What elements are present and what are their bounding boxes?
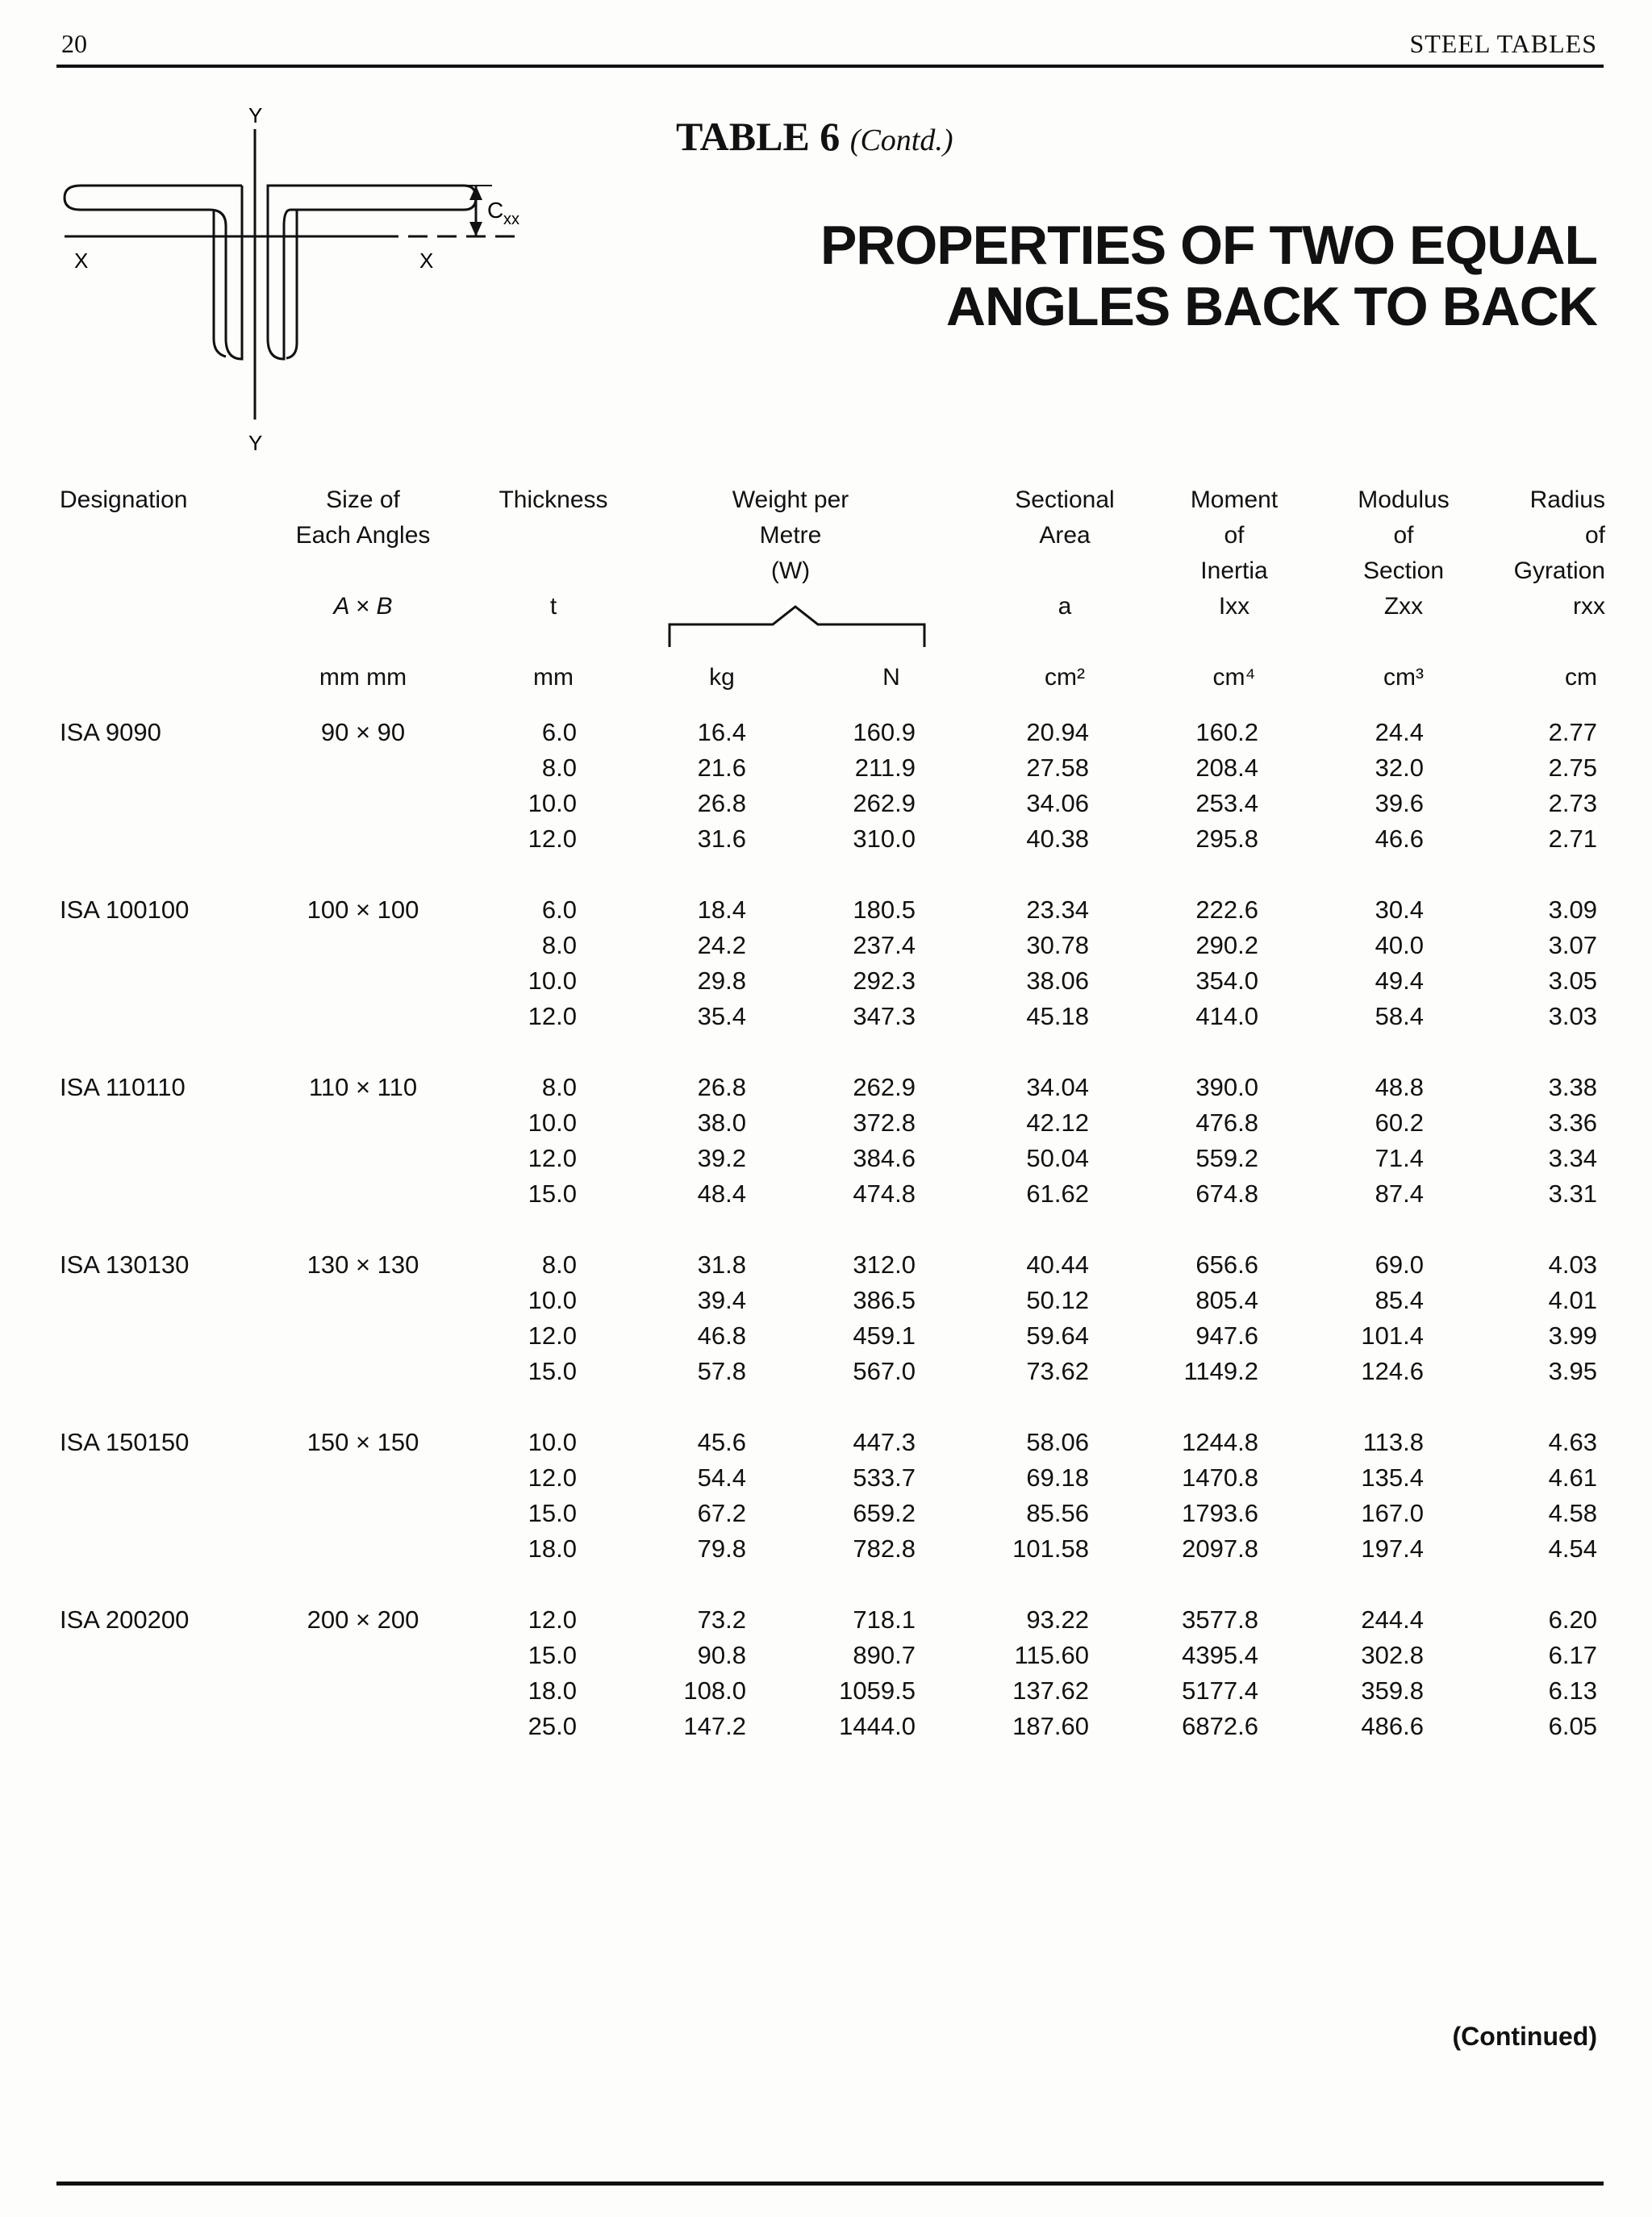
top-rule xyxy=(56,65,1604,68)
weight-brace xyxy=(668,597,926,653)
radius-cell: 3.07 xyxy=(1548,931,1597,959)
continued-note: (Continued) xyxy=(1452,2022,1597,2051)
area-cell: 69.18 xyxy=(1026,1463,1089,1492)
thickness-cell: 15.0 xyxy=(528,1499,577,1527)
header-size-symbol: A × B xyxy=(333,593,393,620)
header-weight-line-3: (W) xyxy=(770,557,811,584)
area-cell: 30.78 xyxy=(1026,931,1089,959)
header-modulus-line-2: of xyxy=(1393,522,1414,549)
n-cell: 310.0 xyxy=(853,825,916,853)
moment-cell: 805.4 xyxy=(1195,1286,1258,1314)
modulus-cell: 85.4 xyxy=(1375,1286,1424,1314)
bottom-rule xyxy=(56,2182,1604,2186)
header-radius-symbol: rxx xyxy=(1573,593,1605,620)
right-angle-outline xyxy=(268,186,476,359)
diagram-label-c-sub: xx xyxy=(503,211,519,228)
n-cell: 262.9 xyxy=(853,1073,916,1101)
moment-cell: 253.4 xyxy=(1195,789,1258,817)
header-weight-line-2: Metre xyxy=(759,522,822,549)
thickness-cell: 10.0 xyxy=(528,1108,577,1137)
modulus-cell: 46.6 xyxy=(1375,825,1424,853)
radius-cell: 2.71 xyxy=(1548,825,1597,853)
modulus-cell: 167.0 xyxy=(1361,1499,1424,1527)
thickness-cell: 18.0 xyxy=(528,1676,577,1705)
moment-cell: 1470.8 xyxy=(1182,1463,1258,1492)
moment-cell: 354.0 xyxy=(1195,967,1258,995)
thickness-cell: 8.0 xyxy=(541,931,577,959)
diagram-label-x-left: X xyxy=(74,248,89,273)
modulus-cell: 135.4 xyxy=(1361,1463,1424,1492)
area-cell: 23.34 xyxy=(1026,896,1089,924)
thickness-cell: 8.0 xyxy=(541,1073,577,1101)
header-thickness-symbol: t xyxy=(549,593,557,620)
kg-cell: 29.8 xyxy=(697,967,746,995)
moment-cell: 222.6 xyxy=(1195,896,1258,924)
kg-cell: 147.2 xyxy=(683,1712,746,1740)
n-cell: 890.7 xyxy=(853,1641,916,1669)
thickness-cell: 12.0 xyxy=(528,1002,577,1030)
thickness-cell: 12.0 xyxy=(528,1321,577,1350)
radius-cell: 2.75 xyxy=(1548,754,1597,782)
radius-cell: 3.09 xyxy=(1548,896,1597,924)
kg-cell: 54.4 xyxy=(697,1463,746,1492)
modulus-cell: 244.4 xyxy=(1361,1605,1424,1634)
kg-cell: 39.2 xyxy=(697,1144,746,1172)
area-cell: 20.94 xyxy=(1026,718,1089,746)
moment-cell: 559.2 xyxy=(1195,1144,1258,1172)
size-cell: 110 × 110 xyxy=(308,1073,418,1101)
page-heading xyxy=(820,215,1597,337)
n-cell: 262.9 xyxy=(853,789,916,817)
moment-cell: 656.6 xyxy=(1195,1250,1258,1279)
modulus-cell: 87.4 xyxy=(1375,1179,1424,1208)
header-modulus-units: cm³ xyxy=(1383,664,1424,691)
diagram-label-c: C xyxy=(487,198,504,223)
heading-line-1: PROPERTIES OF TWO EQUAL xyxy=(820,215,1597,276)
modulus-cell: 124.6 xyxy=(1361,1357,1424,1385)
heading-line-2: ANGLES BACK TO BACK xyxy=(945,276,1597,337)
moment-cell: 1244.8 xyxy=(1182,1428,1258,1456)
thickness-cell: 10.0 xyxy=(528,1286,577,1314)
header-size-units: mm mm xyxy=(319,664,407,691)
radius-cell: 4.61 xyxy=(1548,1463,1597,1492)
n-cell: 386.5 xyxy=(853,1286,916,1314)
size-cell: 100 × 100 xyxy=(307,896,419,924)
moment-cell: 4395.4 xyxy=(1182,1641,1258,1669)
thickness-cell: 6.0 xyxy=(541,718,577,746)
header-radius-units: cm xyxy=(1565,664,1597,691)
thickness-cell: 10.0 xyxy=(528,1428,577,1456)
n-cell: 292.3 xyxy=(853,967,916,995)
moment-cell: 2097.8 xyxy=(1182,1534,1258,1563)
kg-cell: 18.4 xyxy=(697,896,746,924)
designation-cell: ISA 9090 xyxy=(60,718,161,746)
designation-cell: ISA 100100 xyxy=(60,896,190,924)
radius-cell: 6.20 xyxy=(1548,1605,1597,1634)
header-area-symbol: a xyxy=(1058,593,1072,620)
kg-cell: 57.8 xyxy=(697,1357,746,1385)
n-cell: 718.1 xyxy=(853,1605,916,1634)
thickness-cell: 10.0 xyxy=(528,967,577,995)
area-cell: 34.04 xyxy=(1026,1073,1089,1101)
designation-cell: ISA 110110 xyxy=(60,1073,186,1101)
page-number: 20 xyxy=(61,29,87,58)
area-cell: 61.62 xyxy=(1026,1179,1089,1208)
moment-cell: 290.2 xyxy=(1195,931,1258,959)
radius-cell: 4.54 xyxy=(1548,1534,1597,1563)
size-cell: 90 × 90 xyxy=(320,718,406,746)
header-moment-line-1: Moment xyxy=(1190,486,1279,513)
radius-cell: 3.99 xyxy=(1548,1321,1597,1350)
modulus-cell: 302.8 xyxy=(1361,1641,1424,1669)
diagram-label-x-right: X xyxy=(419,248,434,273)
kg-cell: 35.4 xyxy=(697,1002,746,1030)
moment-cell: 414.0 xyxy=(1195,1002,1258,1030)
thickness-cell: 12.0 xyxy=(528,1605,577,1634)
angle-section-diagram xyxy=(56,97,557,460)
thickness-cell: 12.0 xyxy=(528,1463,577,1492)
kg-cell: 26.8 xyxy=(697,789,746,817)
moment-cell: 1793.6 xyxy=(1182,1499,1258,1527)
modulus-cell: 40.0 xyxy=(1375,931,1424,959)
area-cell: 40.38 xyxy=(1026,825,1089,853)
thickness-cell: 15.0 xyxy=(528,1357,577,1385)
radius-cell: 3.03 xyxy=(1548,1002,1597,1030)
thickness-cell: 12.0 xyxy=(528,825,577,853)
header-weight-units-n: N xyxy=(882,664,900,691)
modulus-cell: 359.8 xyxy=(1361,1676,1424,1705)
header-area-units: cm² xyxy=(1045,664,1085,691)
modulus-cell: 486.6 xyxy=(1361,1712,1424,1740)
radius-cell: 2.77 xyxy=(1548,718,1597,746)
thickness-cell: 10.0 xyxy=(528,789,577,817)
size-cell: 200 × 200 xyxy=(307,1605,419,1634)
header-radius-line-3: Gyration xyxy=(1513,557,1605,584)
cxx-arrow-down xyxy=(469,222,482,236)
area-cell: 40.44 xyxy=(1026,1250,1089,1279)
thickness-cell: 8.0 xyxy=(541,1250,577,1279)
n-cell: 474.8 xyxy=(853,1179,916,1208)
moment-cell: 947.6 xyxy=(1195,1321,1258,1350)
area-cell: 50.12 xyxy=(1026,1286,1089,1314)
radius-cell: 3.36 xyxy=(1548,1108,1597,1137)
kg-cell: 67.2 xyxy=(697,1499,746,1527)
area-cell: 93.22 xyxy=(1026,1605,1089,1634)
modulus-cell: 48.8 xyxy=(1375,1073,1424,1101)
header-modulus-line-1: Modulus xyxy=(1358,486,1450,513)
header-moment-line-3: Inertia xyxy=(1200,557,1268,584)
area-cell: 101.58 xyxy=(1012,1534,1089,1563)
modulus-cell: 32.0 xyxy=(1375,754,1424,782)
area-cell: 115.60 xyxy=(1014,1641,1089,1669)
kg-cell: 48.4 xyxy=(697,1179,746,1208)
n-cell: 659.2 xyxy=(853,1499,916,1527)
running-head: STEEL TABLES xyxy=(1409,29,1597,58)
area-cell: 34.06 xyxy=(1026,789,1089,817)
area-cell: 73.62 xyxy=(1026,1357,1089,1385)
n-cell: 312.0 xyxy=(853,1250,916,1279)
header-thickness-line-1: Thickness xyxy=(499,486,608,513)
kg-cell: 31.8 xyxy=(697,1250,746,1279)
left-angle-leg xyxy=(214,210,226,357)
n-cell: 567.0 xyxy=(853,1357,916,1385)
thickness-cell: 25.0 xyxy=(528,1712,577,1740)
radius-cell: 6.05 xyxy=(1548,1712,1597,1740)
table-contd: (Contd.) xyxy=(849,123,953,157)
moment-cell: 208.4 xyxy=(1195,754,1258,782)
kg-cell: 73.2 xyxy=(697,1605,746,1634)
kg-cell: 24.2 xyxy=(697,931,746,959)
n-cell: 1059.5 xyxy=(839,1676,916,1705)
moment-cell: 160.2 xyxy=(1195,718,1258,746)
kg-cell: 46.8 xyxy=(697,1321,746,1350)
modulus-cell: 24.4 xyxy=(1375,718,1424,746)
header-area-line-1: Sectional xyxy=(1015,486,1115,513)
header-moment-symbol: Ixx xyxy=(1218,593,1250,620)
moment-cell: 390.0 xyxy=(1195,1073,1258,1101)
thickness-cell: 8.0 xyxy=(541,754,577,782)
moment-cell: 476.8 xyxy=(1195,1108,1258,1137)
modulus-cell: 71.4 xyxy=(1375,1144,1424,1172)
thickness-cell: 15.0 xyxy=(528,1641,577,1669)
radius-cell: 2.73 xyxy=(1548,789,1597,817)
area-cell: 45.18 xyxy=(1026,1002,1089,1030)
header-designation-line-1: Designation xyxy=(60,486,188,513)
header-radius-line-1: Radius xyxy=(1529,486,1605,513)
table-label: TABLE 6 xyxy=(676,114,841,159)
kg-cell: 26.8 xyxy=(697,1073,746,1101)
moment-cell: 1149.2 xyxy=(1183,1357,1258,1385)
right-angle-leg xyxy=(286,210,297,358)
kg-cell: 31.6 xyxy=(697,825,746,853)
n-cell: 447.3 xyxy=(853,1428,916,1456)
kg-cell: 38.0 xyxy=(697,1108,746,1137)
n-cell: 237.4 xyxy=(853,931,916,959)
thickness-cell: 12.0 xyxy=(528,1144,577,1172)
modulus-cell: 39.6 xyxy=(1375,789,1424,817)
header-moment-line-2: of xyxy=(1224,522,1245,549)
modulus-cell: 49.4 xyxy=(1375,967,1424,995)
kg-cell: 16.4 xyxy=(697,718,746,746)
kg-cell: 39.4 xyxy=(697,1286,746,1314)
modulus-cell: 69.0 xyxy=(1375,1250,1424,1279)
thickness-cell: 18.0 xyxy=(528,1534,577,1563)
header-size-line-1: Size of xyxy=(326,486,400,513)
radius-cell: 3.31 xyxy=(1548,1179,1597,1208)
header-weight-units-kg: kg xyxy=(709,664,735,691)
area-cell: 59.64 xyxy=(1026,1321,1089,1350)
thickness-cell: 15.0 xyxy=(528,1179,577,1208)
radius-cell: 4.01 xyxy=(1548,1286,1597,1314)
area-cell: 38.06 xyxy=(1026,967,1089,995)
radius-cell: 3.95 xyxy=(1548,1357,1597,1385)
table-title xyxy=(676,113,953,160)
moment-cell: 5177.4 xyxy=(1182,1676,1258,1705)
area-cell: 85.56 xyxy=(1026,1499,1089,1527)
radius-cell: 3.34 xyxy=(1548,1144,1597,1172)
n-cell: 347.3 xyxy=(853,1002,916,1030)
kg-cell: 90.8 xyxy=(697,1641,746,1669)
header-size-line-2: Each Angles xyxy=(295,522,431,549)
n-cell: 180.5 xyxy=(853,896,916,924)
kg-cell: 45.6 xyxy=(697,1428,746,1456)
area-cell: 137.62 xyxy=(1012,1676,1089,1705)
header-thickness-units: mm xyxy=(533,664,574,691)
n-cell: 211.9 xyxy=(854,754,916,782)
header-moment-units: cm⁴ xyxy=(1212,664,1256,691)
moment-cell: 295.8 xyxy=(1195,825,1258,853)
area-cell: 187.60 xyxy=(1012,1712,1089,1740)
left-angle-outline xyxy=(65,186,242,359)
radius-cell: 6.13 xyxy=(1548,1676,1597,1705)
radius-cell: 4.63 xyxy=(1548,1428,1597,1456)
n-cell: 782.8 xyxy=(853,1534,916,1563)
thickness-cell: 6.0 xyxy=(541,896,577,924)
modulus-cell: 113.8 xyxy=(1362,1428,1424,1456)
header-radius-line-2: of xyxy=(1584,522,1605,549)
kg-cell: 108.0 xyxy=(683,1676,746,1705)
designation-cell: ISA 200200 xyxy=(60,1605,190,1634)
size-cell: 150 × 150 xyxy=(307,1428,419,1456)
area-cell: 42.12 xyxy=(1026,1108,1089,1137)
modulus-cell: 197.4 xyxy=(1361,1534,1424,1563)
header-modulus-line-3: Section xyxy=(1362,557,1445,584)
radius-cell: 4.03 xyxy=(1548,1250,1597,1279)
designation-cell: ISA 150150 xyxy=(60,1428,190,1456)
kg-cell: 79.8 xyxy=(697,1534,746,1563)
n-cell: 533.7 xyxy=(853,1463,916,1492)
moment-cell: 674.8 xyxy=(1195,1179,1258,1208)
header-modulus-symbol: Zxx xyxy=(1383,593,1424,620)
modulus-cell: 30.4 xyxy=(1375,896,1424,924)
modulus-cell: 101.4 xyxy=(1361,1321,1424,1350)
diagram-label-y-bottom: Y xyxy=(248,431,263,455)
header-weight-line-1: Weight per xyxy=(732,486,849,513)
moment-cell: 6872.6 xyxy=(1182,1712,1258,1740)
area-cell: 50.04 xyxy=(1026,1144,1089,1172)
moment-cell: 3577.8 xyxy=(1182,1605,1258,1634)
radius-cell: 3.38 xyxy=(1548,1073,1597,1101)
radius-cell: 4.58 xyxy=(1548,1499,1597,1527)
kg-cell: 21.6 xyxy=(697,754,746,782)
modulus-cell: 58.4 xyxy=(1375,1002,1424,1030)
designation-cell: ISA 130130 xyxy=(60,1250,190,1279)
diagram-label-y-top: Y xyxy=(248,103,263,127)
n-cell: 1444.0 xyxy=(839,1712,916,1740)
n-cell: 459.1 xyxy=(853,1321,916,1350)
radius-cell: 3.05 xyxy=(1548,967,1597,995)
size-cell: 130 × 130 xyxy=(307,1250,419,1279)
n-cell: 372.8 xyxy=(853,1108,916,1137)
area-cell: 58.06 xyxy=(1026,1428,1089,1456)
radius-cell: 6.17 xyxy=(1548,1641,1597,1669)
modulus-cell: 60.2 xyxy=(1375,1108,1424,1137)
n-cell: 384.6 xyxy=(853,1144,916,1172)
header-area-line-2: Area xyxy=(1039,522,1091,549)
n-cell: 160.9 xyxy=(853,718,916,746)
area-cell: 27.58 xyxy=(1026,754,1089,782)
